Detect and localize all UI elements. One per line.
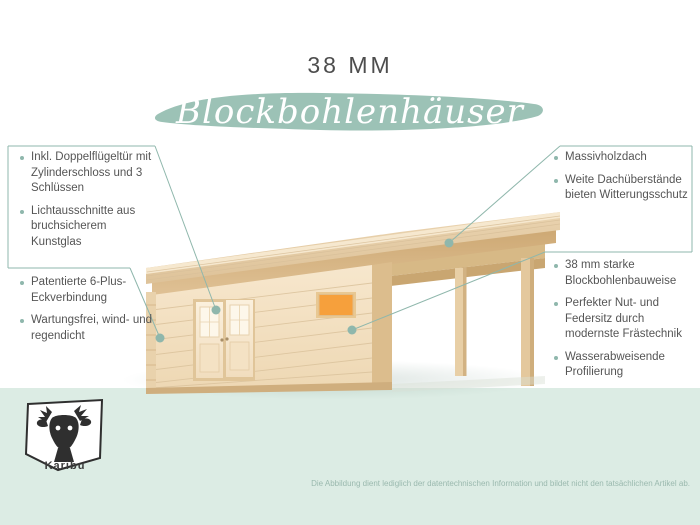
- brand-name: Karibu: [44, 460, 86, 472]
- list-item: Patentierte 6-Plus-Eckverbindung: [18, 275, 153, 306]
- callout-bottom-left: [18, 275, 153, 351]
- page-title-top: 38 MM: [307, 52, 393, 78]
- hotspot-corner: [156, 334, 165, 343]
- list-item: Wartungsfrei, wind- und regendicht: [18, 313, 153, 344]
- hotspot-wall: [348, 326, 357, 335]
- list-item: Massivholzdach: [552, 150, 692, 166]
- callout-top-left: [18, 150, 153, 257]
- disclaimer-text: Die Abbildung dient lediglich der datentechnischen Information und bildet nicht den tatsächlichen Artikel ab.: [311, 479, 690, 488]
- list-item: Lichtausschnitte aus bruchsicherem Kunstglas: [18, 204, 153, 251]
- hotspot-roof: [445, 239, 454, 248]
- page-title-script: Blockbohlenhäuser: [176, 92, 524, 132]
- callout-bottom-right: [552, 258, 694, 388]
- list-item: Wasserabweisende Profilierung: [552, 350, 694, 381]
- list-item: Inkl. Doppelflügeltür mit Zylinderschloss und 3 Schlüssen: [18, 150, 153, 197]
- hotspot-door: [212, 306, 221, 315]
- callout-top-right: [552, 150, 692, 211]
- list-item: Perfekter Nut- und Federsitz durch modernste Frästechnik: [552, 296, 694, 343]
- list-item: Weite Dachüberstände bieten Witterungsschutz: [552, 173, 692, 204]
- list-item: 38 mm starke Blockbohlenbauweise: [552, 258, 694, 289]
